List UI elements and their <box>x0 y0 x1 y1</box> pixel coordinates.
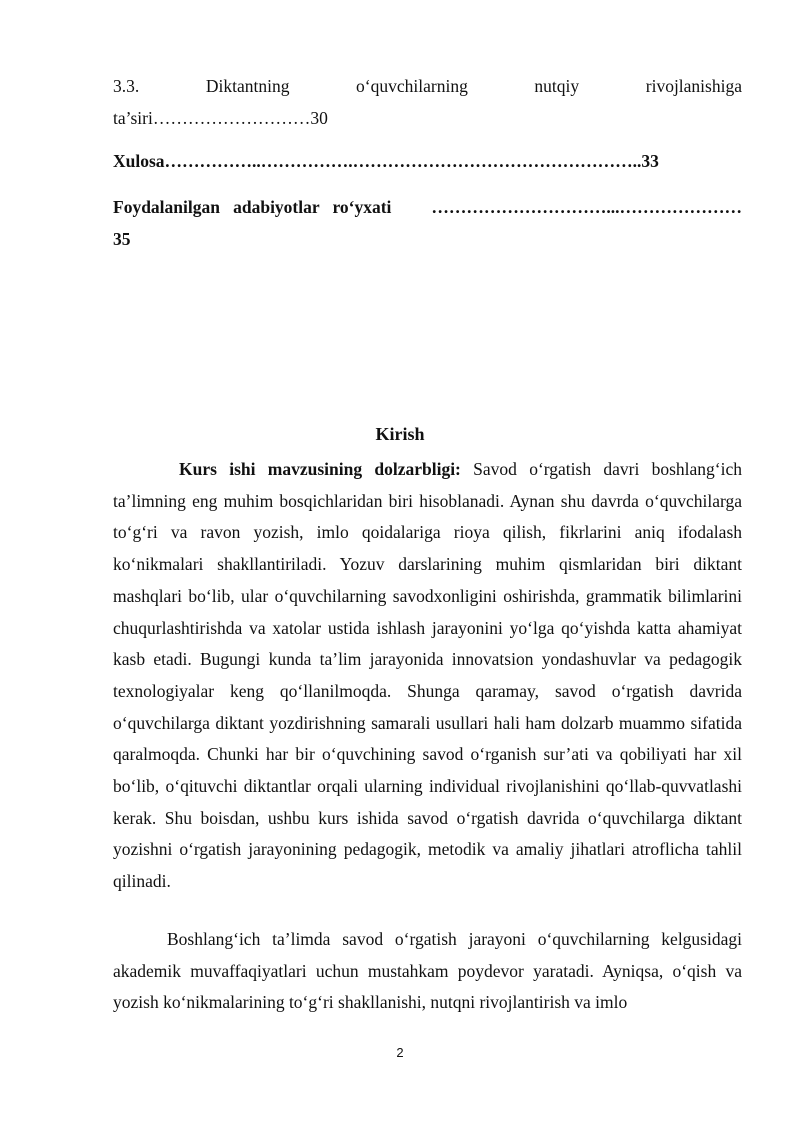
paragraph-2: Boshlang‘ich ta’limda savod o‘rgatish jarayoni o‘quvchilarning kelgusidagi akademik muvaffaqiyatlari uchun mustahkam poydevor yaratadi. Ayniqsa, o‘qish va yozish ko‘nikmalarining to‘g‘ri shakllanishi, nutqni rivojlantirish va imlo <box>113 929 742 1013</box>
toc-item-references-page: 35 <box>113 229 131 249</box>
toc-item-word: rivojlanishiga <box>645 76 742 96</box>
paragraph-1 <box>113 454 742 898</box>
toc-item-conclusion: Xulosa……………..…………….…………………………………………..33 <box>113 151 659 171</box>
toc-references-label: Foydalanilgan adabiyotlar ro‘yxati <box>113 197 392 217</box>
toc-item-word: nutqiy <box>534 76 580 96</box>
page-number: 2 <box>396 1045 404 1060</box>
toc-item-word: Diktantning <box>205 76 290 96</box>
toc-item-3-3-line2: ta’siri………………………30 <box>113 108 328 128</box>
toc-item-references-line1 <box>113 197 742 218</box>
toc-references-dots: …………………………...………………… <box>431 197 742 217</box>
toc-item-3-3-line1 <box>113 76 742 97</box>
toc-item-word: o‘quvchilarning <box>356 76 468 96</box>
toc-item-number: 3.3. <box>113 76 140 96</box>
section-title: Kirish <box>375 424 425 444</box>
paragraph-1-text: Savod o‘rgatish davri boshlang‘ich ta’limning eng muhim bosqichlaridan biri hisoblanadi. Aynan shu davrda o‘quvchilarga to‘g‘ri va ravon yozish, imlo qoidalariga rioya qilish, fikrlarini aniq ifodalash ko‘nikmalari shakllantiriladi. Yozuv darslarining muhim qismlaridan biri diktant mashqlari bo‘lib, ular o‘quvchilarning savodxonligini oshirishda, grammatik bilimlarini chuqurlashtirishda va xatolar ustida ishlash jarayonini yo‘lga qo‘yishda katta ahamiyat kasb etadi. Bugungi kunda ta’lim jarayonida innovatsion yondashuvlar va pedagogik texnologiyalar keng qo‘llanilmoqda. Shunga qaramay, savod o‘rgatish davrida o‘quvchilarga diktant yozdirishning samarali usullari hali ham dolzarb muammo sifatida qaralmoqda. Chunki har bir o‘quvchining savod o‘rganish sur’ati va qobiliyati har xil bo‘lib, o‘qituvchi diktantlar orqali ularning individual rivojlanishini qo‘llab-quvvatlashi kerak. Shu boisdan, ushbu kurs ishida savod o‘rgatish davrida o‘quvchilarga diktant yozishni o‘rgatish jarayonining pedagogik, metodik va amaliy jihatlari atroflicha tahlil qilinadi. <box>113 459 743 892</box>
paragraph-1-lead: Kurs ishi mavzusining dolzarbligi: <box>179 459 461 479</box>
